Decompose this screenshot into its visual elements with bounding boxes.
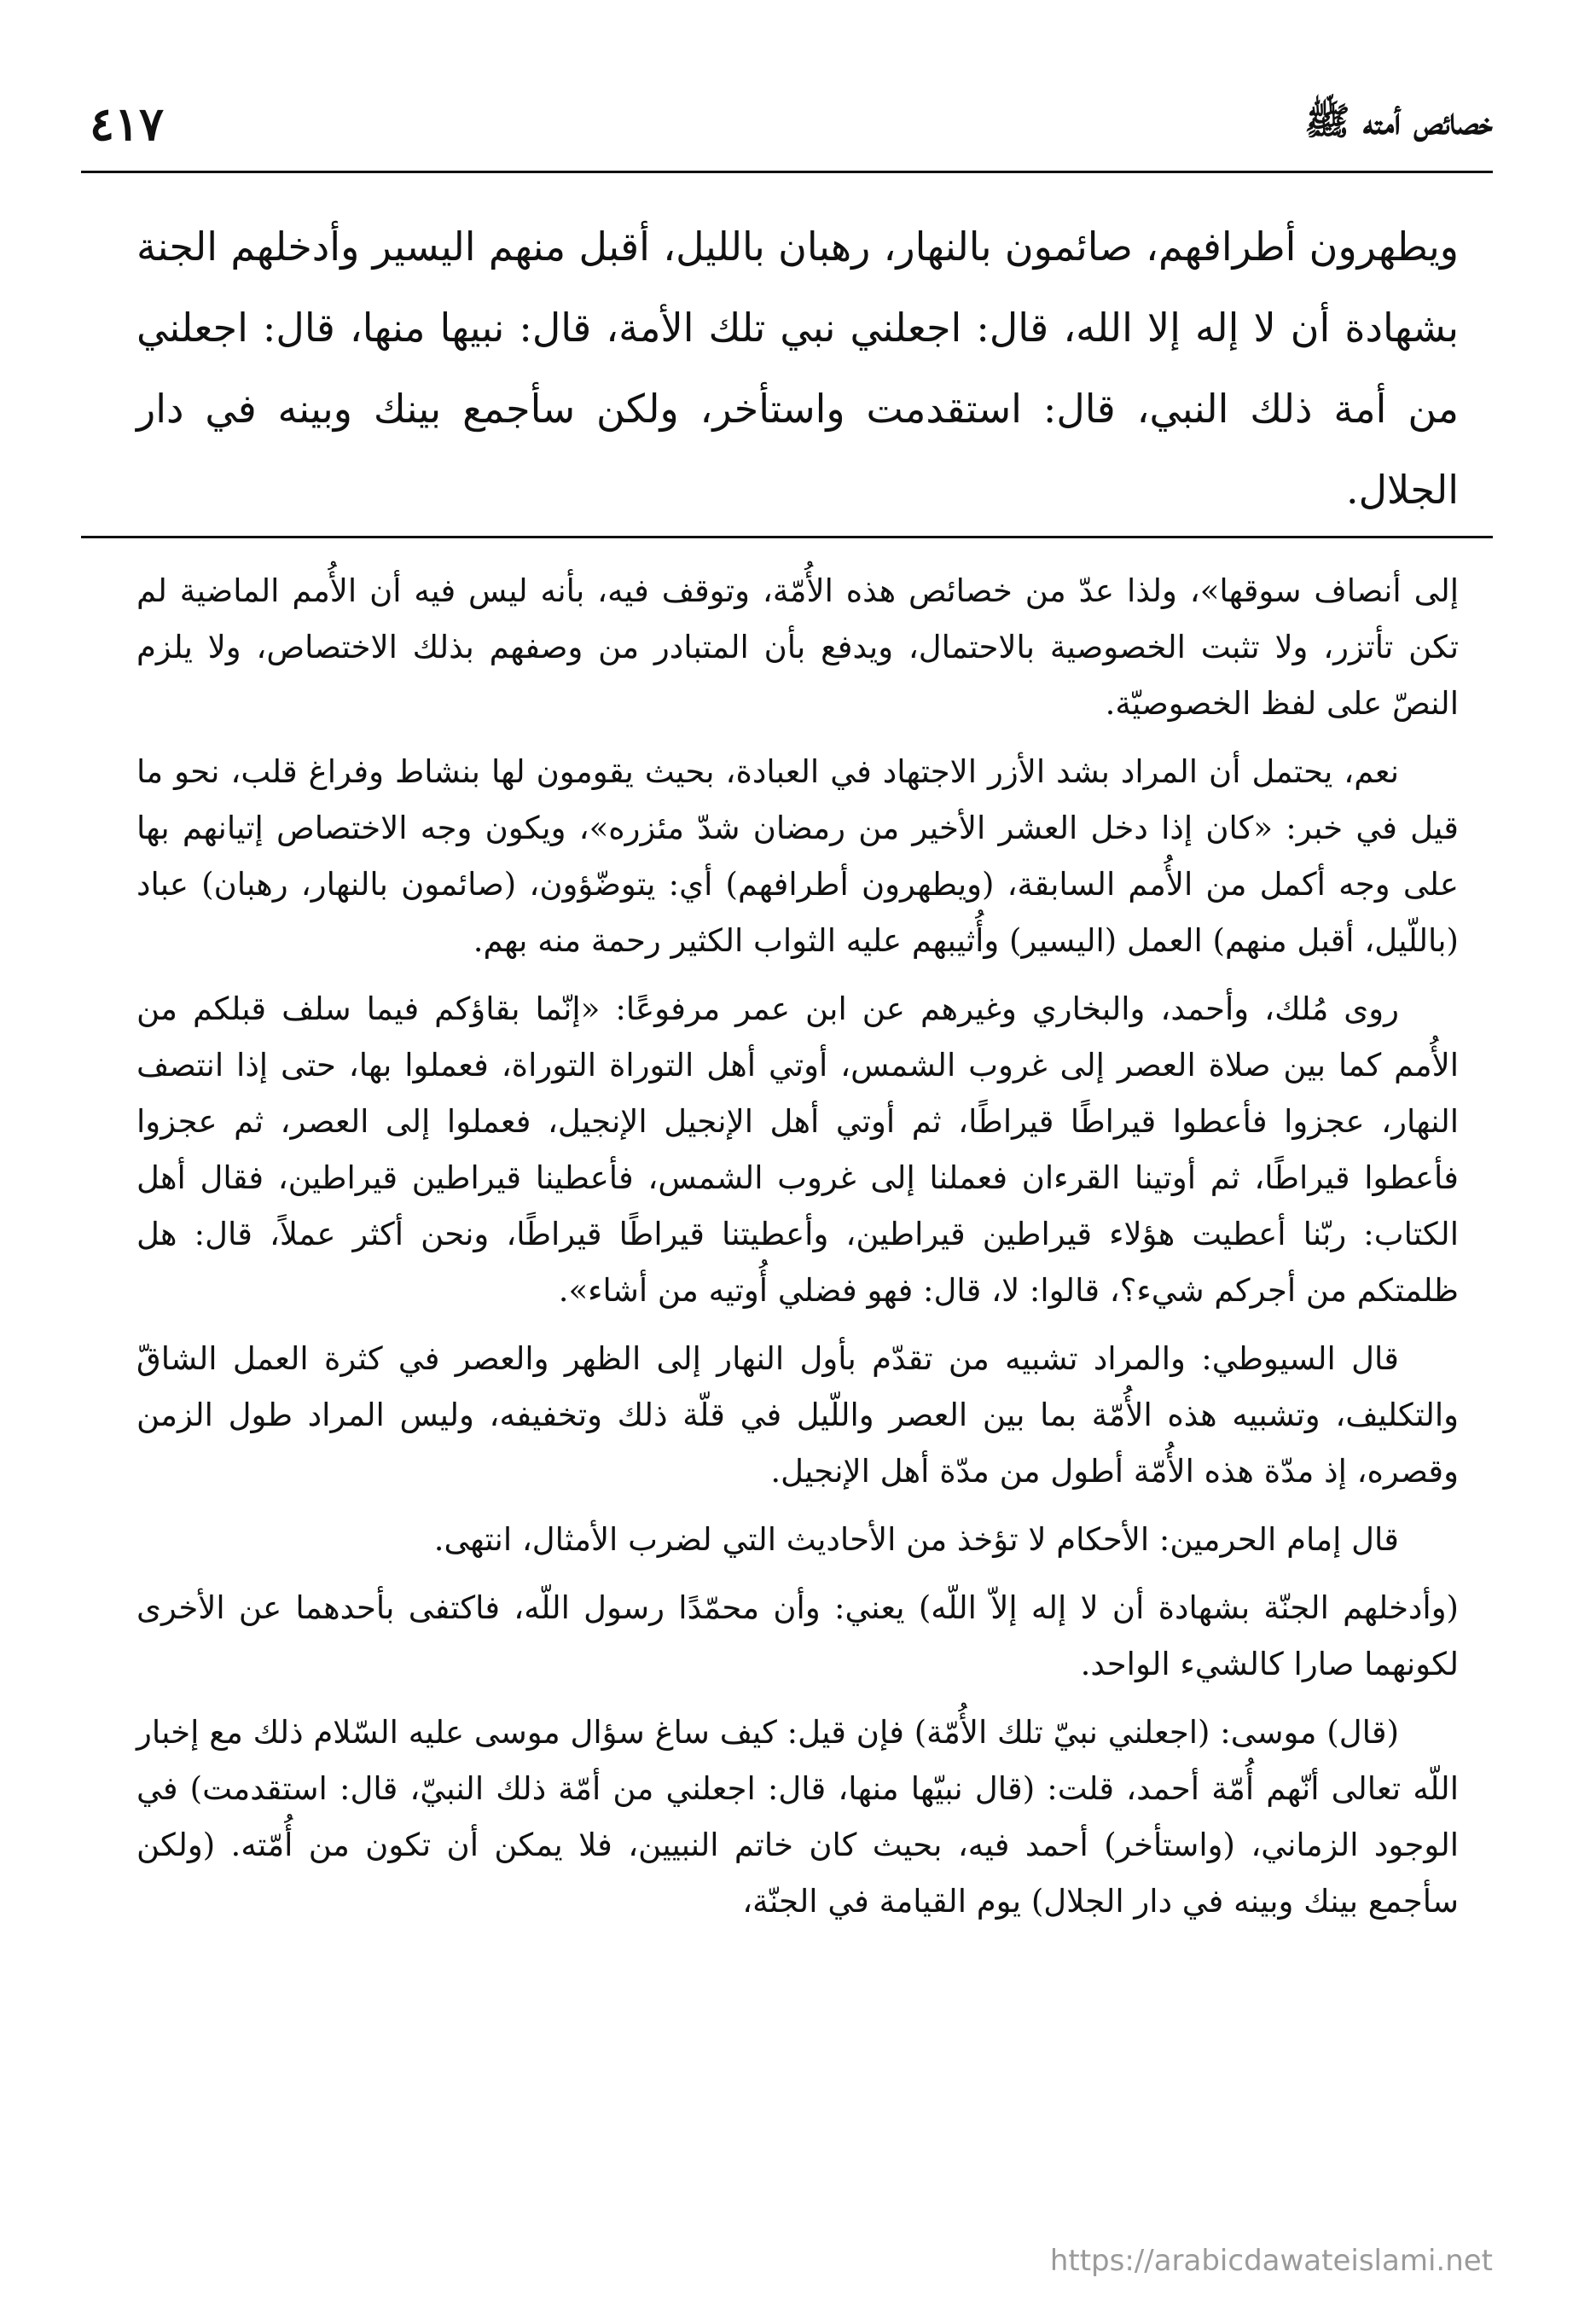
commentary-paragraph-7: (قال) موسى: (اجعلني نبيّ تلك الأُمّة) فإن قيل: كيف ساغ سؤال موسى عليه السّلام ذلك مع إخبار اللّه تعالى أنّهم أُمّة أحمد، قلت: (قال نبيّها منها، قال: اجعلني من أمّة ذلك النبيّ، قال: استقدمت) في الوجود الزماني، (واستأخر) أحمد فيه، بحيث كان خاتم النبيين، فلا يمكن أن تكون من أُمّته. (ولكن سأجمع بينك وبينه في دار الجلال) يوم القيامة في الجنّة،: [136, 1714, 1459, 1920]
main-text: [136, 206, 1459, 531]
page-header: [81, 81, 1493, 171]
commentary-paragraph-5: قال إمام الحرمين: الأحكام لا تؤخذ من الأحاديث التي لضرب الأمثال، انتهى.: [433, 1521, 1399, 1558]
running-title: خصائص أمته ﷺ: [1304, 100, 1493, 143]
commentary-paragraph-1: إلى أنصاف سوقها»، ولذا عدّ من خصائص هذه الأُمّة، وتوقف فيه، بأنه ليس فيه أن الأُمم الماضية لم تكن تأتزر، ولا تثبت الخصوصية بالاحتمال، ويدفع بأن المتبادر من وصفهم بذلك الاختصاص، ولا يلزم النصّ على لفظ الخصوصيّة.: [136, 572, 1459, 722]
commentary-paragraph-6: (وأدخلهم الجنّة بشهادة أن لا إله إلاّ اللّه) يعني: وأن محمّدًا رسول اللّه، فاكتفى بأحدهما عن الأخرى لكونهما صارا كالشيء الواحد.: [136, 1589, 1459, 1682]
commentary: [136, 563, 1459, 1930]
watermark-url: https://arabicdawateislami.net: [1049, 2244, 1493, 2278]
header-rule: [81, 171, 1493, 173]
commentary-paragraph-3: روى مُلك، وأحمد، والبخاري وغيرهم عن ابن عمر مرفوعًا: «إنّما بقاؤكم فيما سلف قبلكم من الأُمم كما بين صلاة العصر إلى غروب الشمس، أوتي أهل التوراة التوراة، فعملوا بها، حتى إذا انتصف النهار، عجزوا فأعطوا قيراطًا قيراطًا، ثم أوتي أهل الإنجيل الإنجيل، فعملوا إلى العصر، ثم عجزوا فأعطوا قيراطًا، ثم أوتينا القرءان فعملنا إلى غروب الشمس، فأعطينا قيراطين قيراطين، فقال أهل الكتاب: ربّنا أعطيت هؤلاء قيراطين قيراطين، وأعطيتنا قيراطًا قيراطًا، ونحن أكثر عملاً، قال: هل ظلمتكم من أجركم شيء؟، قالوا: لا، قال: فهو فضلي أُوتيه من أشاء».: [136, 991, 1459, 1309]
text-divider: [81, 536, 1493, 538]
page-number: ٤١٧: [90, 96, 165, 151]
commentary-paragraph-4: قال السيوطي: والمراد تشبيه من تقدّم بأول النهار إلى الظهر والعصر في كثرة العمل الشاقّ والتكليف، وتشبيه هذه الأُمّة بما بين العصر واللّيل في قلّة ذلك وتخفيفه، وليس المراد طول الزمن وقصره، إذ مدّة هذه الأُمّة أطول من مدّة أهل الإنجيل.: [136, 1340, 1459, 1490]
main-text-paragraph: ويطهرون أطرافهم، صائمون بالنهار، رهبان بالليل، أقبل منهم اليسير وأدخلهم الجنة بشهادة أن لا إله إلا الله، قال: اجعلني نبي تلك الأمة، قال: نبيها منها، قال: اجعلني من أمة ذلك النبي، قال: استقدمت واستأخر، ولكن سأجمع بينك وبينه في دار الجلال.: [136, 224, 1459, 513]
commentary-paragraph-2: نعم، يحتمل أن المراد بشد الأزر الاجتهاد في العبادة، بحيث يقومون لها بنشاط وفراغ قلب، نحو ما قيل في خبر: «كان إذا دخل العشر الأخير من رمضان شدّ مئزره»، ويكون وجه الاختصاص إتيانهم بها على وجه أكمل من الأُمم السابقة، (ويطهرون أطرافهم) أي: يتوضّؤون، (صائمون بالنهار، رهبان) عباد (باللّيل، أقبل منهم) العمل (اليسير) وأُثيبهم عليه الثواب الكثير رحمة منه بهم.: [136, 753, 1459, 959]
